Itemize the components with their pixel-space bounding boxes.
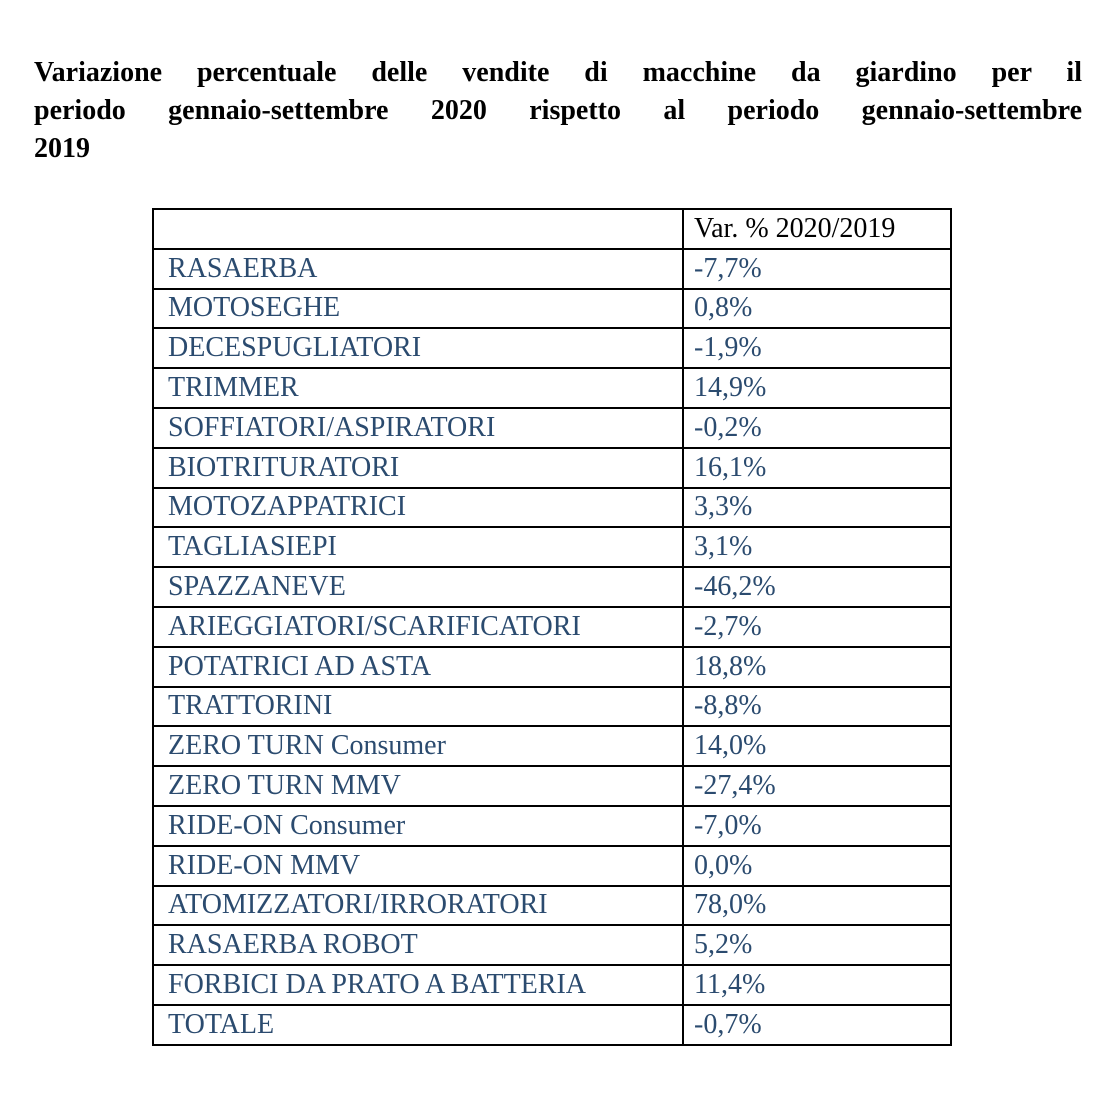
value-cell: -46,2% [683,567,951,607]
table-row [153,607,951,647]
category-cell: SOFFIATORI/ASPIRATORI [153,408,683,448]
table-body [153,249,951,1045]
header-category-cell [153,209,683,249]
category-cell: ZERO TURN MMV [153,766,683,806]
table-row [153,289,951,329]
category-cell: RASAERBA ROBOT [153,925,683,965]
category-cell: TOTALE [153,1005,683,1045]
category-cell: RASAERBA [153,249,683,289]
category-cell: ATOMIZZATORI/IRRORATORI [153,886,683,926]
value-cell: 14,0% [683,726,951,766]
category-cell: TAGLIASIEPI [153,527,683,567]
table-row [153,1005,951,1045]
table-row [153,726,951,766]
sales-variation-table [152,208,952,1046]
table-row [153,687,951,727]
category-cell: FORBICI DA PRATO A BATTERIA [153,965,683,1005]
table-header-row [153,209,951,249]
table-row [153,408,951,448]
category-cell: ARIEGGIATORI/SCARIFICATORI [153,607,683,647]
table-row [153,766,951,806]
value-cell: -0,7% [683,1005,951,1045]
value-cell: -2,7% [683,607,951,647]
value-cell: 3,1% [683,527,951,567]
value-cell: -0,2% [683,408,951,448]
value-cell: -7,0% [683,806,951,846]
category-cell: MOTOSEGHE [153,289,683,329]
title-line-3: 2019 [34,133,90,164]
value-cell: -8,8% [683,687,951,727]
document-title [34,54,1082,168]
value-cell: 78,0% [683,886,951,926]
category-cell: TRIMMER [153,368,683,408]
value-cell: 11,4% [683,965,951,1005]
category-cell: MOTOZAPPATRICI [153,488,683,528]
table-row [153,368,951,408]
category-cell: ZERO TURN Consumer [153,726,683,766]
category-cell: BIOTRITURATORI [153,448,683,488]
value-cell: 0,8% [683,289,951,329]
title-line-1: Variazione percentuale delle vendite di macchine da giardino per il [34,57,1082,88]
table-row [153,886,951,926]
table-row [153,965,951,1005]
table-row [153,806,951,846]
value-cell: 0,0% [683,846,951,886]
table-row [153,925,951,965]
category-cell: DECESPUGLIATORI [153,328,683,368]
category-cell: RIDE-ON Consumer [153,806,683,846]
table-row [153,448,951,488]
value-cell: 3,3% [683,488,951,528]
value-cell: -7,7% [683,249,951,289]
title-line-2: periodo gennaio-settembre 2020 rispetto al periodo gennaio-settembre [34,95,1082,126]
table-row [153,567,951,607]
value-cell: 18,8% [683,647,951,687]
category-cell: RIDE-ON MMV [153,846,683,886]
value-cell: -1,9% [683,328,951,368]
value-cell: 5,2% [683,925,951,965]
category-cell: TRATTORINI [153,687,683,727]
table-row [153,846,951,886]
table-row [153,647,951,687]
category-cell: SPAZZANEVE [153,567,683,607]
header-value-cell: Var. % 2020/2019 [683,209,951,249]
value-cell: 14,9% [683,368,951,408]
category-cell: POTATRICI AD ASTA [153,647,683,687]
table-row [153,328,951,368]
table-row [153,488,951,528]
table-row [153,527,951,567]
value-cell: -27,4% [683,766,951,806]
table-row [153,249,951,289]
value-cell: 16,1% [683,448,951,488]
